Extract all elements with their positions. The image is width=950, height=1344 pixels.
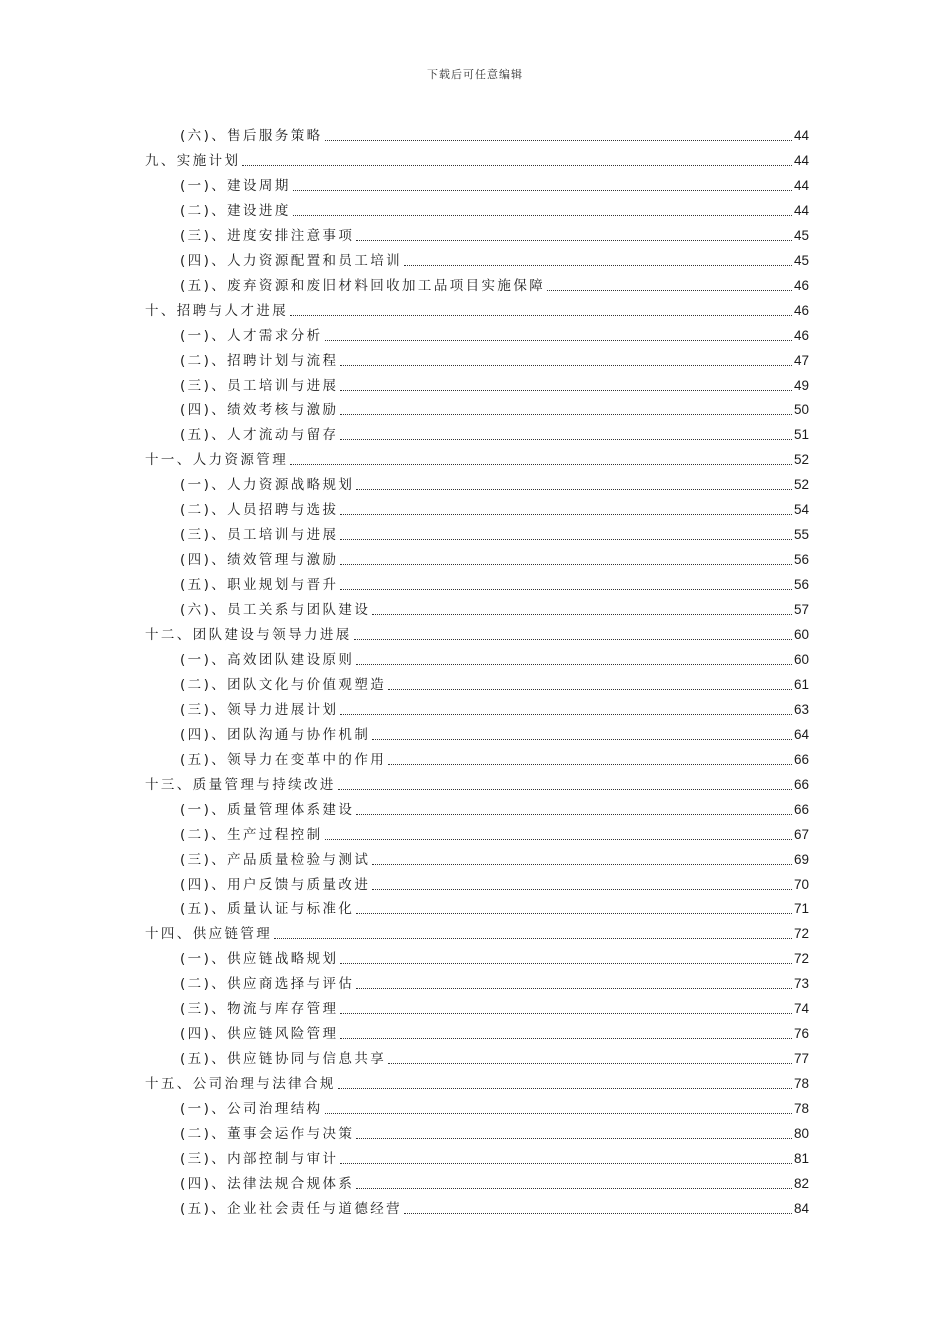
toc-section-entry[interactable] [180,549,809,571]
toc-dot-leader [340,390,792,391]
toc-section-entry[interactable] [180,275,809,297]
toc-section-entry[interactable] [180,200,809,222]
toc-dot-leader [293,190,792,191]
toc-entry-title: (四)、绩效管理与激励 [180,552,339,569]
toc-entry-title: (五)、质量认证与标准化 [180,901,355,918]
toc-dot-leader [290,315,792,316]
toc-entry-page-number: 70 [793,876,809,892]
toc-section-entry[interactable] [180,824,809,846]
toc-entry-page-number: 46 [793,327,809,343]
toc-section-entry[interactable] [180,699,809,721]
toc-dot-leader [354,639,792,640]
toc-entry-page-number: 46 [793,277,809,293]
toc-section-entry[interactable] [180,649,809,671]
toc-entry-page-number: 60 [793,627,809,642]
toc-entry-title: (一)、质量管理体系建设 [180,801,355,818]
toc-section-entry[interactable] [180,375,809,397]
toc-entry-title: (五)、废弃资源和废旧材料回收加工品项目实施保障 [180,277,546,294]
toc-dot-leader [356,814,792,815]
toc-entry-title: (四)、供应链风险管理 [180,1026,339,1043]
toc-dot-leader [404,265,792,266]
toc-entry-page-number: 47 [793,352,809,368]
toc-entry-title: (六)、售后服务策略 [180,128,323,144]
toc-section-entry[interactable] [180,175,809,197]
toc-entry-title: (二)、人员招聘与选拔 [180,502,339,519]
toc-dot-leader [356,1138,792,1139]
toc-entry-title: (六)、员工关系与团队建设 [180,602,371,619]
toc-section-entry[interactable] [180,849,809,871]
toc-section-entry[interactable] [180,1023,809,1045]
toc-section-entry[interactable] [180,948,809,970]
toc-dot-leader [242,165,792,166]
toc-entry-page-number: 56 [793,577,809,593]
toc-dot-leader [325,340,792,341]
toc-entry-title: (三)、产品质量检验与测试 [180,851,371,868]
toc-chapter-entry[interactable] [145,150,809,172]
toc-section-entry[interactable] [180,749,809,771]
toc-entry-title: (四)、绩效考核与激励 [180,402,339,419]
toc-entry-page-number: 46 [793,302,809,318]
toc-chapter-entry[interactable] [145,449,809,471]
toc-section-entry[interactable] [180,1048,809,1070]
toc-entry-title: (三)、员工培训与进展 [180,377,339,394]
toc-entry-title: (三)、领导力进展计划 [180,701,339,718]
toc-dot-leader [388,764,792,765]
toc-chapter-entry[interactable] [145,624,809,646]
toc-entry-page-number: 72 [793,951,809,967]
toc-entry-page-number: 44 [793,202,809,218]
toc-entry-title: (一)、供应链战略规划 [180,951,339,968]
toc-entry-title: (三)、进度安排注意事项 [180,227,355,244]
toc-dot-leader [372,864,792,865]
toc-entry-title: 九、实施计划 [145,152,241,169]
toc-chapter-entry[interactable] [145,1073,809,1095]
toc-entry-page-number: 66 [793,801,809,817]
toc-dot-leader [338,789,792,790]
toc-entry-page-number: 78 [793,1076,809,1092]
toc-entry-title: (二)、董事会运作与决策 [180,1126,355,1142]
toc-entry-page-number: 84 [793,1200,809,1216]
toc-entry-title: 十二、团队建设与领导力进展 [145,627,352,643]
toc-section-entry[interactable] [180,499,809,521]
toc-section-entry[interactable] [180,474,809,496]
toc-dot-leader [356,240,792,241]
toc-entry-page-number: 44 [793,152,809,168]
toc-section-entry[interactable] [180,1148,809,1170]
toc-entry-title: (四)、用户反馈与质量改进 [180,876,371,893]
toc-entry-title: (一)、人才需求分析 [180,327,323,344]
toc-dot-leader [356,988,792,989]
toc-entry-page-number: 60 [793,651,809,667]
toc-entry-page-number: 44 [793,128,809,143]
toc-section-entry[interactable] [180,1098,809,1120]
toc-entry-page-number: 51 [793,427,809,443]
toc-entry-page-number: 44 [793,177,809,193]
toc-section-entry[interactable] [180,574,809,596]
toc-entry-page-number: 73 [793,976,809,992]
toc-dot-leader [372,614,792,615]
toc-dot-leader [404,1213,792,1214]
toc-dot-leader [356,664,792,665]
toc-section-entry[interactable] [180,674,809,696]
toc-entry-page-number: 45 [793,227,809,243]
toc-section-entry[interactable] [180,1173,809,1195]
toc-dot-leader [340,963,792,964]
toc-chapter-entry[interactable] [145,774,809,796]
toc-entry-title: (二)、生产过程控制 [180,826,323,843]
toc-entry-page-number: 71 [793,901,809,917]
toc-entry-page-number: 78 [793,1101,809,1117]
toc-dot-leader [340,589,792,590]
toc-entry-title: (五)、领导力在变革中的作用 [180,751,387,768]
toc-section-entry[interactable] [180,724,809,746]
toc-entry-page-number: 74 [793,1001,809,1017]
toc-dot-leader [340,1163,792,1164]
toc-entry-page-number: 67 [793,826,809,842]
toc-section-entry[interactable] [180,399,809,421]
toc-dot-leader [372,889,792,890]
toc-entry-title: 十、招聘与人才进展 [145,302,289,319]
toc-entry-title: (三)、物流与库存管理 [180,1001,339,1018]
toc-entry-title: (三)、员工培训与进展 [180,527,339,544]
toc-entry-title: (四)、人力资源配置和员工培训 [180,252,403,269]
page-header: 下载后可任意编辑 [427,68,523,81]
toc-entry-page-number: 61 [793,676,809,692]
toc-dot-leader [340,564,792,565]
toc-entry-title: (五)、供应链协同与信息共享 [180,1051,387,1068]
toc-section-entry[interactable] [180,350,809,372]
toc-dot-leader [293,215,792,216]
toc-section-entry[interactable] [180,973,809,995]
toc-dot-leader [325,140,792,141]
toc-entry-title: 十一、人力资源管理 [145,452,289,469]
toc-entry-page-number: 57 [793,602,809,618]
toc-entry-page-number: 69 [793,851,809,867]
toc-dot-leader [325,1113,792,1114]
toc-section-entry[interactable] [180,898,809,920]
toc-entry-title: (一)、建设周期 [180,177,291,194]
toc-entry-title: (五)、人才流动与留存 [180,427,339,444]
toc-dot-leader [338,1088,792,1089]
toc-entry-title: 十三、质量管理与持续改进 [145,776,336,793]
toc-entry-page-number: 76 [793,1026,809,1042]
toc-entry-page-number: 52 [793,477,809,493]
toc-section-entry[interactable] [180,225,809,247]
toc-section-entry[interactable] [180,424,809,446]
toc-chapter-entry[interactable] [145,923,809,945]
toc-dot-leader [547,290,792,291]
toc-section-entry[interactable] [180,874,809,896]
toc-entry-page-number: 54 [793,502,809,518]
toc-dot-leader [290,464,792,465]
toc-entry-page-number: 55 [793,527,809,543]
toc-entry-title: (五)、企业社会责任与道德经营 [180,1200,403,1217]
toc-entry-title: (三)、内部控制与审计 [180,1150,339,1167]
toc-dot-leader [340,1038,792,1039]
toc-entry-page-number: 66 [793,776,809,792]
toc-dot-leader [340,1013,792,1014]
toc-section-entry[interactable] [180,1123,809,1145]
toc-dot-leader [388,1063,792,1064]
toc-dot-leader [340,414,792,415]
toc-entry-page-number: 63 [793,701,809,717]
toc-entry-title: (二)、建设进度 [180,202,291,219]
toc-entry-title: 十四、供应链管理 [145,926,273,943]
toc-section-entry[interactable] [180,799,809,821]
toc-entry-page-number: 56 [793,552,809,568]
toc-section-entry[interactable] [180,1198,809,1220]
toc-dot-leader [356,1188,792,1189]
toc-dot-leader [274,938,792,939]
toc-entry-title: (一)、公司治理结构 [180,1101,323,1118]
toc-entry-page-number: 81 [793,1150,809,1166]
toc-dot-leader [388,689,792,690]
toc-entry-page-number: 49 [793,377,809,393]
toc-entry-title: (二)、供应商选择与评估 [180,976,355,993]
toc-dot-leader [325,839,792,840]
toc-section-entry[interactable] [180,524,809,546]
toc-entry-title: (一)、人力资源战略规划 [180,477,355,494]
toc-entry-title: (五)、职业规划与晋升 [180,577,339,594]
toc-entry-page-number: 80 [793,1126,809,1141]
toc-dot-leader [372,739,792,740]
toc-entry-title: (二)、团队文化与价值观塑造 [180,676,387,693]
toc-entry-page-number: 45 [793,252,809,268]
toc-dot-leader [340,439,792,440]
toc-entry-page-number: 82 [793,1175,809,1191]
toc-chapter-entry[interactable] [145,300,809,322]
toc-dot-leader [340,714,792,715]
toc-entry-page-number: 77 [793,1051,809,1067]
toc-section-entry[interactable] [180,250,809,272]
toc-dot-leader [340,539,792,540]
toc-dot-leader [340,365,792,366]
toc-section-entry[interactable] [180,998,809,1020]
toc-entry-title: 十五、公司治理与法律合规 [145,1076,336,1093]
toc-entry-title: (四)、法律法规合规体系 [180,1175,355,1192]
toc-entry-page-number: 64 [793,726,809,742]
toc-entry-page-number: 52 [793,452,809,468]
toc-dot-leader [356,913,792,914]
toc-dot-leader [356,489,792,490]
toc-section-entry[interactable] [180,325,809,347]
toc-entry-page-number: 66 [793,751,809,767]
toc-entry-title: (二)、招聘计划与流程 [180,352,339,369]
toc-entry-page-number: 72 [793,926,809,942]
toc-entry-title: (四)、团队沟通与协作机制 [180,726,371,743]
toc-entry-page-number: 50 [793,402,809,418]
toc-section-entry[interactable] [180,125,809,147]
toc-dot-leader [340,514,792,515]
toc-section-entry[interactable] [180,599,809,621]
toc-entry-title: (一)、高效团队建设原则 [180,651,355,668]
